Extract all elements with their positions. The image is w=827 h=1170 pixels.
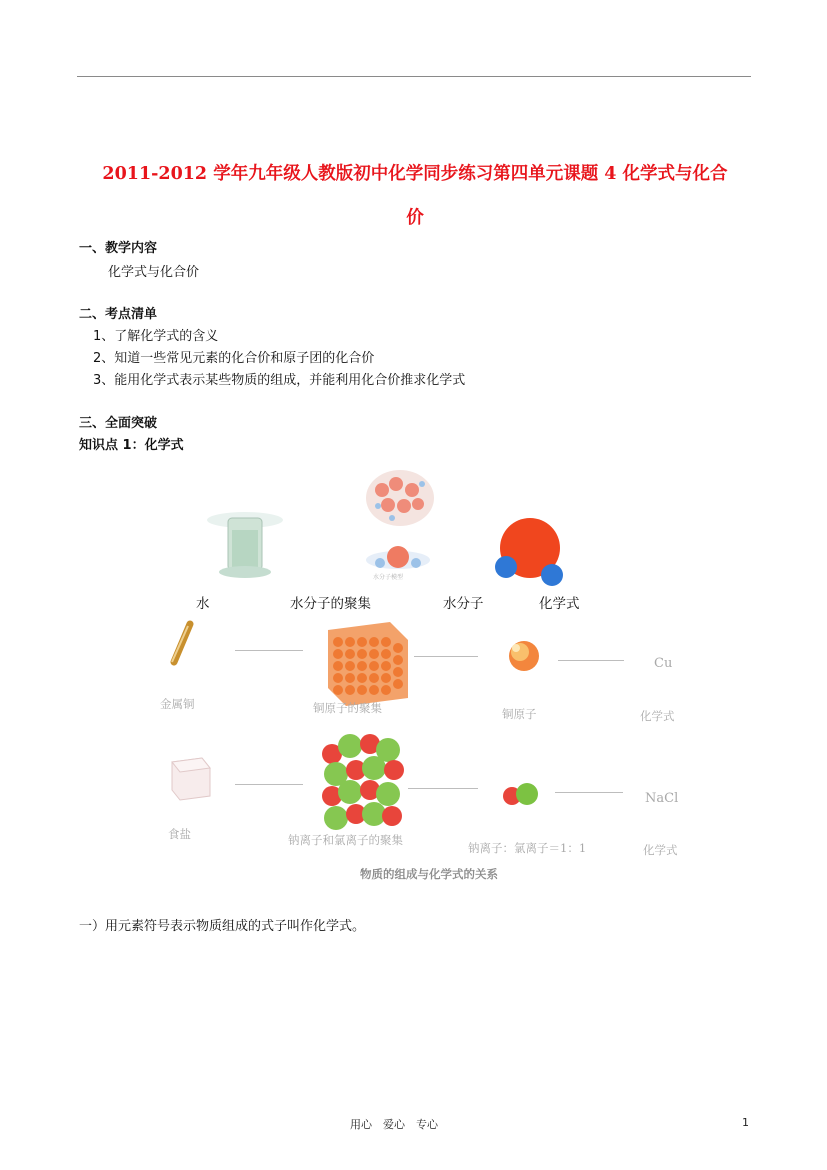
- sodium-chloride-ion-pair-image: [503, 783, 538, 805]
- water-figure: [190, 460, 590, 590]
- caption-molecule-aggregate: 水分子的聚集: [290, 596, 371, 612]
- knowledge-point-heading: 知识点 1：化学式: [79, 438, 184, 453]
- copper-atom-image: [509, 641, 539, 671]
- label-formula: 化学式: [643, 843, 678, 857]
- label-ion-aggregate: 钠离子和氯离子的聚集: [288, 833, 403, 847]
- exam-point-item: 1、了解化学式的含义: [93, 329, 219, 344]
- copper-wire-image: [172, 624, 190, 662]
- definition-text: 一）用元素符号表示物质组成的式子叫作化学式。: [79, 919, 366, 934]
- section-2-heading: 二、考点清单: [79, 307, 158, 322]
- label-copper-atom: 铜原子: [502, 707, 537, 721]
- water-molecule-model: [495, 518, 563, 586]
- label-ion-ratio: 钠离子：氯离子＝1：1: [468, 841, 587, 855]
- document-title-line2: 价: [406, 208, 424, 228]
- copper-atom-lattice-image: [328, 622, 408, 706]
- section-1-body: 化学式与化合价: [108, 265, 200, 280]
- label-formula: 化学式: [640, 709, 675, 723]
- glass-of-water-image: [207, 512, 283, 578]
- connector-line: [414, 656, 478, 657]
- caption-chemical-formula: 化学式: [539, 596, 580, 612]
- connector-line: [235, 784, 303, 785]
- formula-cu: Cu: [654, 656, 673, 671]
- connector-line: [408, 788, 478, 789]
- section-3-heading: 三、全面突破: [79, 416, 158, 431]
- page-number: 1: [742, 1116, 749, 1129]
- caption-water: 水: [196, 596, 210, 612]
- water-model-tiny-label: 水分子模型: [373, 574, 404, 581]
- composition-figure: [150, 612, 710, 882]
- salt-crystal-image: [172, 758, 210, 800]
- formula-nacl: NaCl: [645, 791, 679, 806]
- label-salt: 食盐: [168, 827, 191, 841]
- water-molecule-aggregate-image: [366, 470, 434, 581]
- header-rule: [77, 76, 751, 77]
- exam-point-item: 3、能用化学式表示某些物质的组成，并能利用化合价推求化学式: [93, 373, 466, 388]
- section-1-heading: 一、教学内容: [79, 241, 158, 256]
- connector-line: [555, 792, 623, 793]
- sodium-chloride-lattice-image: [322, 734, 404, 830]
- caption-water-molecule: 水分子: [443, 596, 484, 612]
- figure-caption: 物质的组成与化学式的关系: [360, 867, 498, 881]
- exam-point-item: 2、知道一些常见元素的化合价和原子团的化合价: [93, 351, 375, 366]
- document-title-line1: 2011-2012 学年九年级人教版初中化学同步练习第四单元课题 4 化学式与化合: [102, 164, 728, 184]
- connector-line: [558, 660, 624, 661]
- footer-motto: 用心 爱心 专心: [350, 1118, 438, 1131]
- label-copper-metal: 金属铜: [160, 697, 195, 711]
- connector-line: [235, 650, 303, 651]
- label-copper-aggregate: 铜原子的聚集: [313, 701, 382, 715]
